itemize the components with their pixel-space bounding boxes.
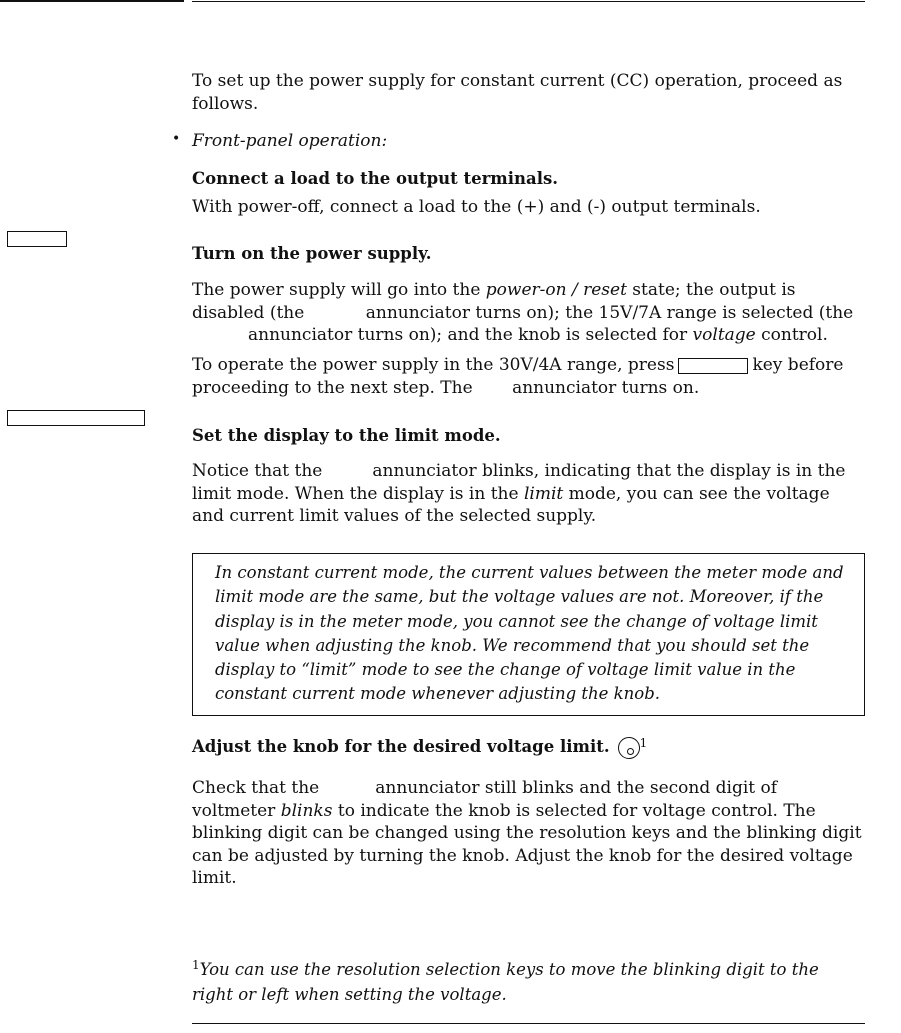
bottom-rule (192, 1023, 865, 1024)
step2-paragraph1: The power supply will go into the power-on / reset state; the output is disabled (the annunciator turns on); the 15V/7A range is selected (the annunciator turns on); and the knob is selected for voltage control. (192, 280, 854, 345)
top-rule-left (0, 0, 184, 2)
bullet-front-panel: Front-panel operation: (192, 131, 388, 151)
range-key-box (678, 358, 748, 374)
knob-icon (618, 737, 640, 759)
step4-heading: Adjust the knob for the desired voltage limit. $^1$ (192, 736, 864, 759)
step2-heading: Turn on the power supply. (192, 244, 432, 263)
intro-paragraph: To set up the power supply for constant current (CC) operation, proceed as follows. (192, 71, 843, 114)
bullet-dot: • (172, 131, 181, 147)
step2-paragraph2: To operate the power supply in the 30V/4A range, press key before proceeding to the next step. The annunciator turns on. (192, 355, 844, 398)
top-rule-right (192, 1, 865, 2)
note-box: In constant current mode, the current values between the meter mode and limit mode are the same, but the voltage values are not. Moreover, if the display is in the meter mode, you cannot see the change of voltage limit value when adjusting the knob. We recommend that you should set the display to “limit” mode to see the change of voltage limit value in the constant current mode whenever adjusting the knob. (192, 553, 865, 716)
step1-heading: Connect a load to the output terminals. (192, 169, 559, 188)
step3-paragraph: Notice that the annunciator blinks, indicating that the display is in the limit mode. When the display is in the limit mode, you can see the voltage and current limit values of the selected supply. (192, 461, 846, 526)
footnote: $^1$You can use the resolution selection keys to move the blinking digit to the right or left when setting the voltage. (192, 958, 819, 1004)
step1-body: With power-off, connect a load to the (+) and (-) output terminals. (192, 197, 761, 217)
display-limit-key-box (7, 410, 145, 426)
step3-heading: Set the display to the limit mode. (192, 426, 501, 445)
step4-paragraph: Check that the annunciator still blinks and the second digit of voltmeter blinks to indicate the knob is selected for voltage control. The blinking digit can be changed using the resolution keys and the blinking digit can be adjusted by turning the knob. Adjust the knob for the desired voltage limit. (192, 778, 862, 888)
power-key-box (7, 231, 67, 247)
